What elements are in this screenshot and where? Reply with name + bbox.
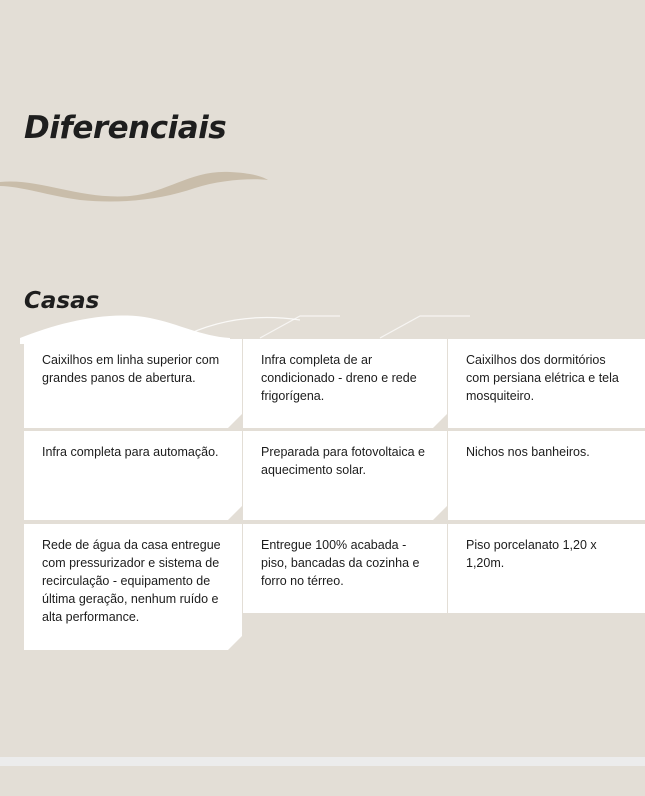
feature-card (448, 431, 645, 520)
feature-card (24, 339, 242, 428)
decorative-swoosh (0, 160, 280, 210)
feature-card (24, 524, 242, 650)
feature-text: Preparada para fotovoltaica e aquecimento solar. (261, 445, 425, 477)
feature-text: Piso porcelanato 1,20 x 1,20m. (466, 538, 597, 570)
feature-card (243, 339, 447, 428)
card-fold (228, 636, 242, 650)
feature-text: Infra completa para automação. (42, 445, 219, 459)
page-bottom-strip (0, 757, 645, 766)
feature-text: Rede de água da casa entregue com pressurizador e sistema de recirculação - equipamento de última geração, nenhum ruído e alta performance. (42, 538, 221, 624)
section-title: Casas (24, 288, 100, 314)
feature-card (243, 431, 447, 520)
feature-card (448, 339, 645, 428)
feature-card (24, 431, 242, 520)
page-title: Diferenciais (24, 110, 227, 146)
card-fold (433, 506, 447, 520)
card-fold (228, 506, 242, 520)
feature-text: Infra completa de ar condicionado - dreno e rede frigorígena. (261, 353, 417, 403)
feature-text: Nichos nos banheiros. (466, 445, 590, 459)
feature-text: Caixilhos em linha superior com grandes panos de abertura. (42, 353, 220, 385)
feature-text: Entregue 100% acabada - piso, bancadas da cozinha e forro no térreo. (261, 538, 420, 588)
feature-text: Caixilhos dos dormitórios com persiana elétrica e tela mosquiteiro. (466, 353, 619, 403)
card-fold (228, 414, 242, 428)
feature-card (243, 524, 447, 613)
card-fold (433, 414, 447, 428)
feature-card (448, 524, 645, 613)
